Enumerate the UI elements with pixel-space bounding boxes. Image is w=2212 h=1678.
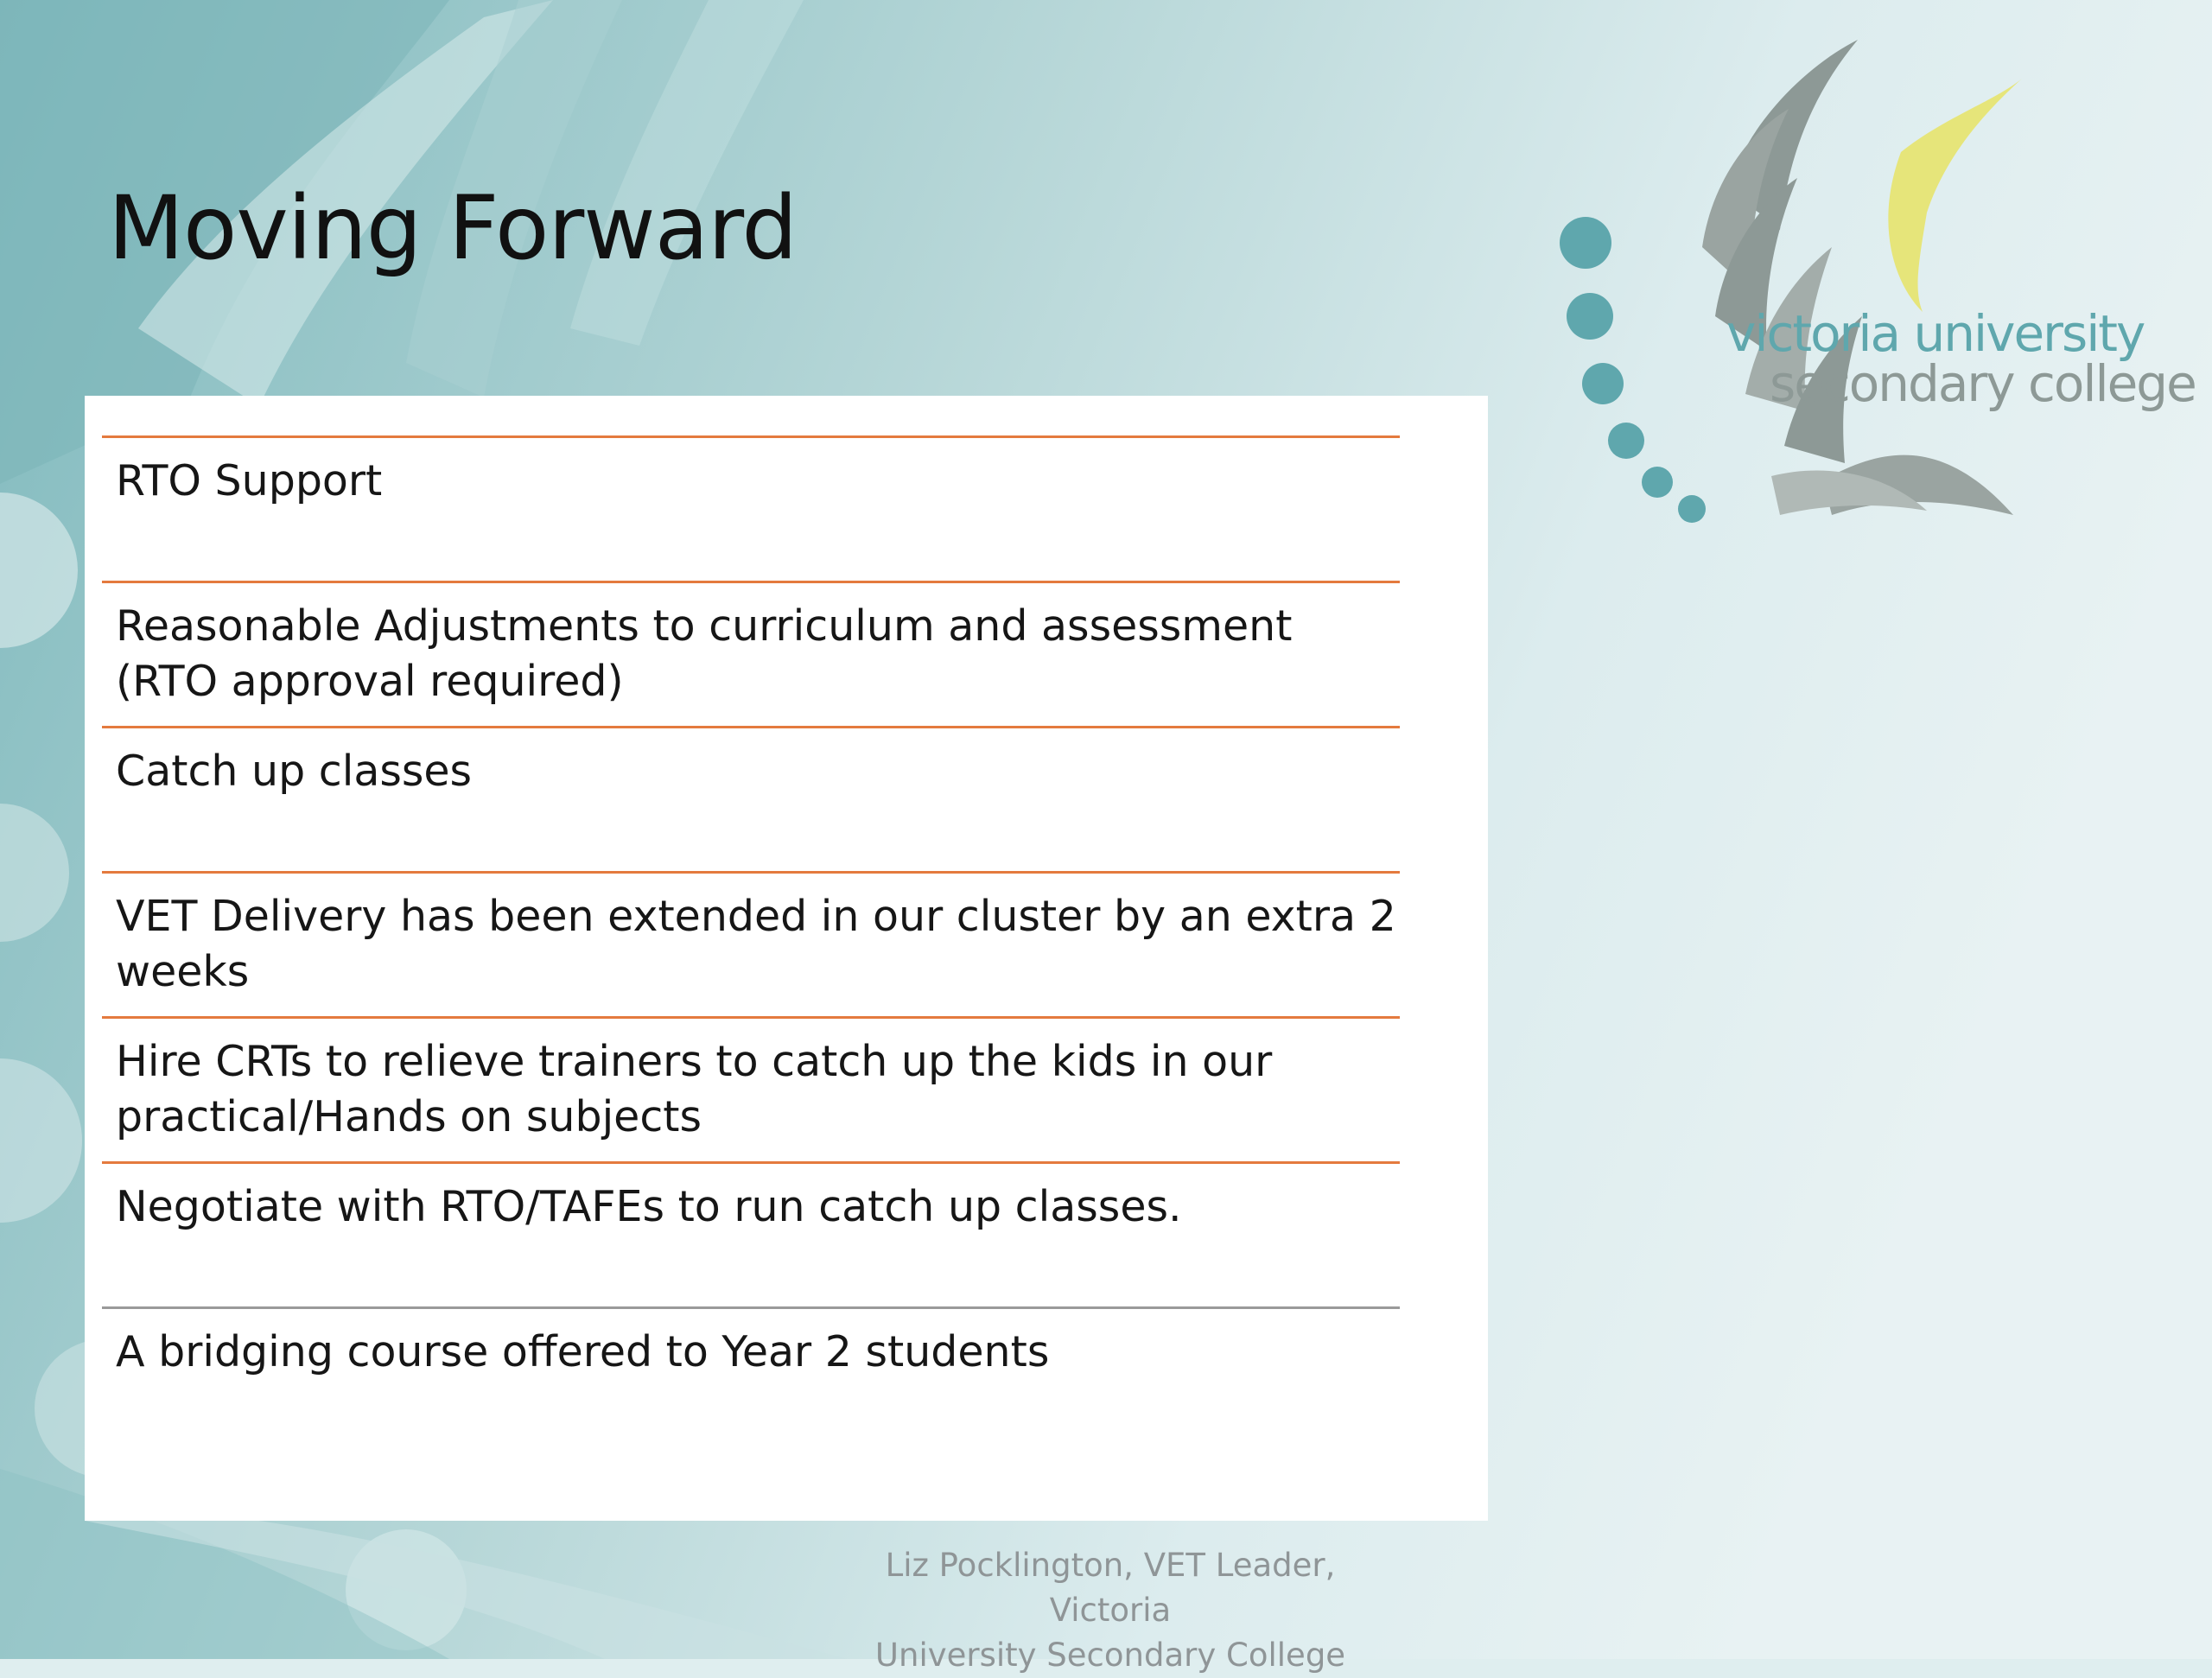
table-row: VET Delivery has been extended in our cluster by an extra 2 weeks bbox=[102, 871, 1400, 1016]
table-row: Negotiate with RTO/TAFEs to run catch up classes. bbox=[102, 1161, 1400, 1306]
college-leaf-logo bbox=[1529, 31, 2177, 550]
logo-text-victoria-university: victoria university bbox=[1726, 304, 2145, 363]
table-row: A bridging course offered to Year 2 students bbox=[102, 1306, 1400, 1452]
table-row: Reasonable Adjustments to curriculum and assessment (RTO approval required) bbox=[102, 581, 1400, 726]
footer-line-1: Liz Pocklington, VET Leader, Victoria bbox=[885, 1547, 1336, 1629]
content-table bbox=[85, 396, 1488, 1521]
slide-footer bbox=[830, 1543, 1391, 1678]
logo-text-secondary-college: secondary college bbox=[1770, 354, 2196, 413]
table-row: Catch up classes bbox=[102, 726, 1400, 871]
footer-line-2: University Secondary College bbox=[874, 1637, 1346, 1674]
slide-title: Moving Forward bbox=[108, 177, 798, 280]
table-row: RTO Support bbox=[102, 435, 1400, 581]
table-row: Hire CRTs to relieve trainers to catch up the kids in our practical/Hands on subjects bbox=[102, 1016, 1400, 1161]
